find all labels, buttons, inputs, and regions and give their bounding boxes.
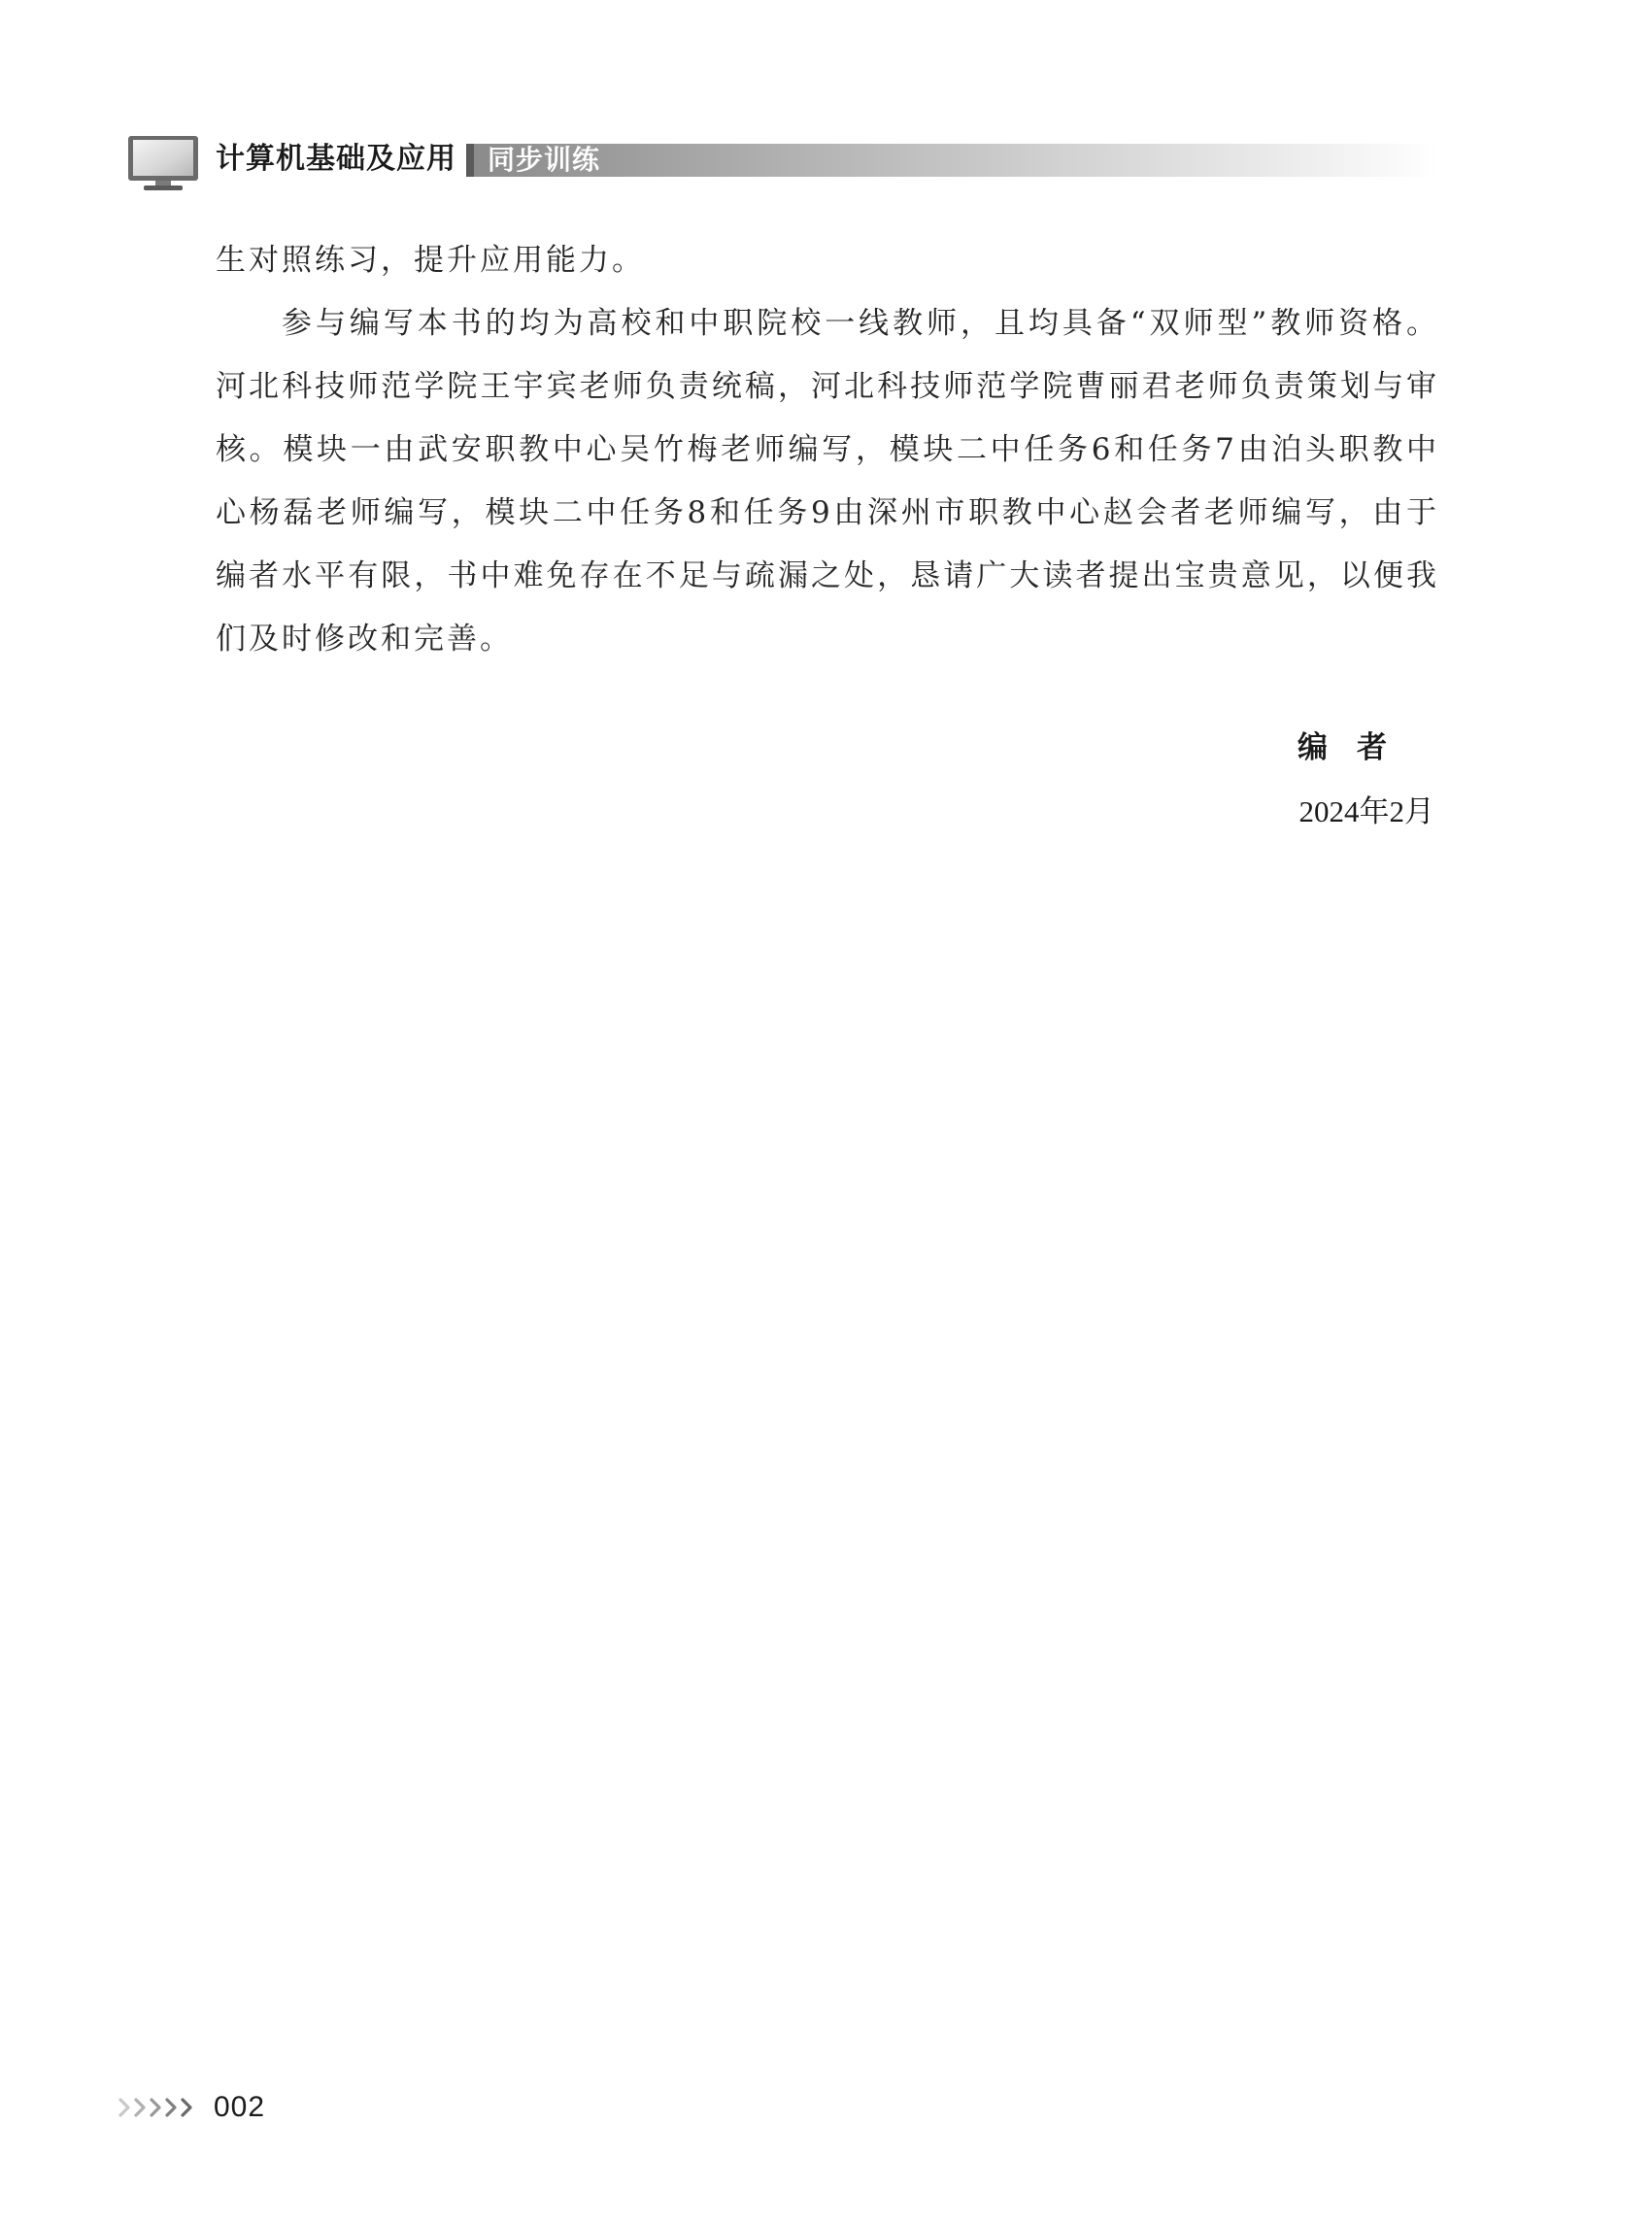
- page-number: 002: [214, 2091, 266, 2123]
- signature-date: 2024年2月: [1298, 794, 1434, 828]
- series-band: [466, 144, 1437, 177]
- running-header: [126, 134, 1437, 192]
- monitor-icon: [126, 134, 200, 192]
- paragraph: 生对照练习，提升应用能力。: [216, 243, 645, 278]
- series-label: 同步训练: [488, 144, 601, 176]
- chevrons-icon: [117, 2097, 210, 2118]
- body-text: [216, 229, 1439, 671]
- page-footer: [117, 2088, 265, 2127]
- signature-name: 编者: [1298, 730, 1416, 765]
- paragraph: 参与编写本书的均为高校和中职院校一线教师，且均具备“双师型”教师资格。河北科技师范学院王宇宾老师负责统稿，河北科技师范学院曹丽君老师负责策划与审核。模块一由武安职教中心吴竹梅老师编写，模块二中任务6和任务7由泊头职教中心杨磊老师编写，模块二中任务8和任务9由深州市职教中心赵会者老师编写，由于编者水平有限，书中难免存在不足与疏漏之处，恳请广大读者提出宝贵意见，以便我们及时修改和完善。: [216, 306, 1439, 657]
- book-title: 计算机基础及应用: [216, 142, 456, 176]
